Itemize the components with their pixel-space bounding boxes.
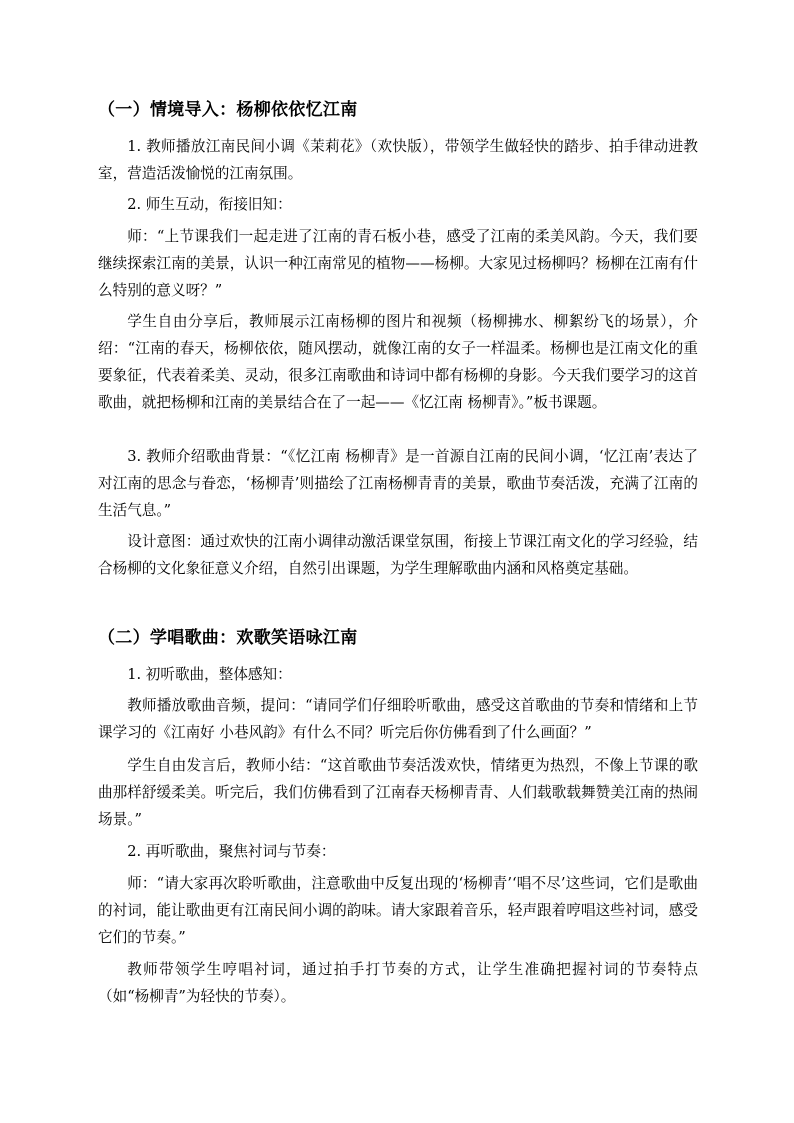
- section-1-paragraph-2: 2. 师生互动，衔接旧知：: [127, 196, 292, 213]
- section-2-paragraph-3: 学生自由发言后，教师小结：“这首歌曲节奏活泼欢快，情绪更为热烈，不像上节课的歌曲那样舒缓柔美。听完后，我们仿佛看到了江南春天杨柳青青、人们载歌载舞赞美江南的热闹场景。”: [98, 757, 698, 828]
- section-2-paragraph-1: 1. 初听歌曲，整体感知：: [127, 666, 292, 683]
- section-2-paragraph-4: 2. 再听歌曲，聚焦衬词与节奏：: [127, 843, 336, 860]
- section-2-paragraph-6: 教师带领学生哼唱衬词，通过拍手打节奏的方式，让学生准确把握衬词的节奏特点（如“杨柳青”为轻快的节奏）。: [98, 961, 698, 1005]
- section-1-paragraph-3: 师：“上节课我们一起走进了江南的青石板小巷，感受了江南的柔美风韵。今天，我们要继续探索江南的美景，认识一种江南常见的植物——杨柳。大家见过杨柳吗？杨柳在江南有什么特别的意义呀？”: [98, 228, 698, 299]
- section-1-paragraph-4: 学生自由分享后，教师展示江南杨柳的图片和视频（杨柳拂水、柳絮纷飞的场景），介绍：“江南的春天，杨柳依依，随风摆动，就像江南的女子一样温柔。杨柳也是江南文化的重要象征，代表着柔美、灵动，很多江南歌曲和诗词中都有杨柳的身影。今天我们要学习的这首歌曲，就把杨柳和江南的美景结合在了一起——《忆江南 杨柳青》。”板书课题。: [98, 313, 698, 411]
- section-2-paragraph-2: 教师播放歌曲音频，提问：“请同学们仔细聆听歌曲，感受这首歌曲的节奏和情绪和上节课学习的《江南好 小巷风韵》有什么不同？听完后你仿佛看到了什么画面？”: [98, 697, 698, 741]
- section-2-heading: （二）学唱歌曲：欢歌笑语咏江南: [98, 628, 358, 648]
- section-2-paragraph-5: 师：“请大家再次聆听歌曲，注意歌曲中反复出现的‘杨柳青’‘唱不尽’这些词，它们是歌曲的衬词，能让歌曲更有江南民间小调的韵味。请大家跟着音乐，轻声跟着哼唱这些衬词，感受它们的节奏。”: [98, 875, 698, 946]
- section-1-paragraph-6: 设计意图：通过欢快的江南小调律动激活课堂氛围，衔接上节课江南文化的学习经验，结合杨柳的文化象征意义介绍，自然引出课题，为学生理解歌曲内涵和风格奠定基础。: [98, 533, 698, 577]
- section-1-heading: （一）情境导入：杨柳依依忆江南: [98, 100, 358, 120]
- section-1-paragraph-5: 3. 教师介绍歌曲背景：“《忆江南 杨柳青》是一首源自江南的民间小调，‘忆江南’表达了对江南的思念与眷恋，‘杨柳青’则描绘了江南杨柳青青的美景，歌曲节奏活泼，充满了江南的生活气息。”: [98, 448, 698, 519]
- section-1-paragraph-1: 1. 教师播放江南民间小调《茉莉花》（欢快版），带领学生做轻快的踏步、拍手律动进教室，营造活泼愉悦的江南氛围。: [98, 138, 698, 182]
